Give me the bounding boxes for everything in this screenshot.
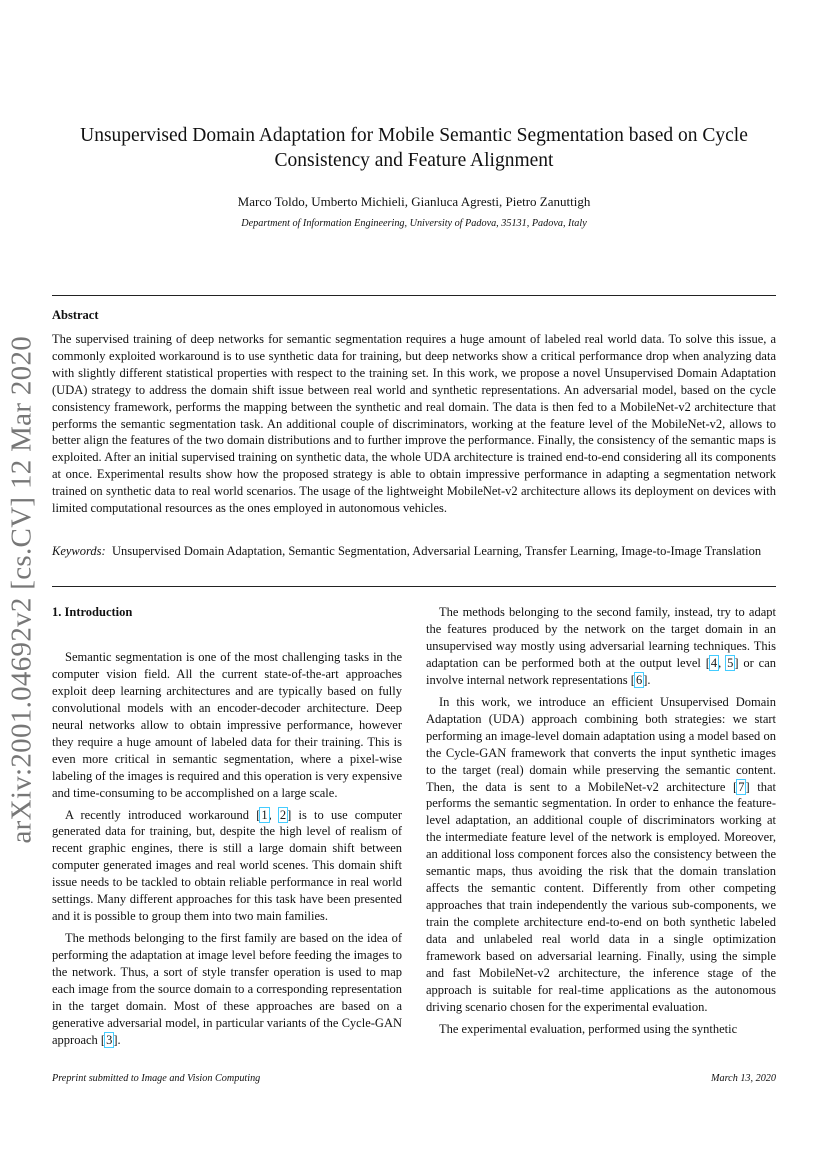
- intro-paragraph-5: [426, 694, 776, 1016]
- section-heading-introduction: 1. Introduction: [52, 605, 133, 619]
- text-run: ,: [268, 807, 279, 822]
- text-run: A recently introduced workaround [: [65, 807, 261, 822]
- paper-title: Unsupervised Domain Adaptation for Mobile Semantic Segmentation based on Cycle Consistency and Feature Alignment: [80, 125, 748, 171]
- text-run: ] or can involve internal network representations [: [426, 655, 777, 687]
- text-run: ,: [718, 655, 727, 670]
- affiliation: Department of Information Engineering, University of Padova, 35131, Padova, Italy: [241, 218, 587, 229]
- arxiv-identifier: arXiv:2001.04692v2 [cs.CV] 12 Mar 2020: [5, 335, 38, 844]
- citation-link-3[interactable]: 3: [106, 1032, 113, 1047]
- text-run: The methods belonging to the second family, instead, try to adapt the features produced by the network on the target domain in an unsupervised way mostly using adversarial learning techniques. This adaptation can be performed both at the output level [: [426, 605, 776, 670]
- keywords-text: Unsupervised Domain Adaptation, Semantic Segmentation, Adversarial Learning, Transfer Learning, Image-to-Image Translation: [111, 544, 762, 558]
- citation-link-6[interactable]: 6: [635, 672, 643, 687]
- text-run: In this work, we introduce an efficient Unsupervised Domain Adaptation (UDA) approach combining both strategies: we start performing an image-level domain adaptation using a model based on the Cycle-GAN framework that converts the input synthetic images to the target (real) domain while preserving the semantic content. Then, the data is sent to a MobileNet-v2 architecture [: [426, 694, 776, 794]
- intro-paragraph-4: [426, 604, 776, 689]
- text-run: The methods belonging to the first family are based on the idea of performing the adaptation at image level before feeding the images to the network. Thus, a sort of style transfer operation is used to map each image from the source domain to a corresponding representation in the target domain. Most of these approaches are based on a generative adversarial model, in particular variants of the Cycle-GAN approach [: [52, 931, 402, 1047]
- keywords-label: Keywords:: [52, 544, 106, 558]
- citation-link-7[interactable]: 7: [738, 779, 745, 794]
- column-left: [52, 604, 402, 1054]
- citation-link-2[interactable]: 2: [279, 807, 287, 822]
- divider-bottom: [52, 586, 776, 587]
- citation-link-4[interactable]: 4: [710, 655, 718, 670]
- abstract-heading: Abstract: [52, 308, 99, 322]
- footer-preprint-note: Preprint submitted to Image and Vision Computing: [52, 1073, 261, 1084]
- intro-paragraph-2: [52, 807, 402, 926]
- intro-paragraph-3: [52, 930, 402, 1049]
- divider-top: [52, 295, 776, 296]
- keywords: [52, 543, 776, 560]
- intro-paragraph-6: The experimental evaluation, performed using the synthetic: [439, 1021, 738, 1036]
- citation-link-1[interactable]: 1: [261, 807, 268, 822]
- text-run: ] is to use computer generated data for training, but, despite the high level of realism of recent graphic engines, there is still a large domain shift between computer generated images and real world scenes. This domain shift issue needs to be tackled to obtain reliable performance in real world settings. Many different approaches for this task have been presented and it is possible to group them into two main families.: [52, 807, 403, 924]
- author-list: Marco Toldo, Umberto Michieli, Gianluca Agresti, Pietro Zanuttigh: [237, 194, 591, 209]
- footer-date: March 13, 2020: [711, 1073, 776, 1084]
- citation-link-5[interactable]: 5: [727, 655, 734, 670]
- text-run: ].: [643, 672, 651, 687]
- intro-paragraph-1: Semantic segmentation is one of the most challenging tasks in the computer vision field. All the current state-of-the-art approaches exploit deep learning architectures and are typically based on fully convolutional models with an encoder-decoder architecture. Deep neural networks allow to obtain impressive performance, however they require a huge amount of labeled data for their training. This is even more critical in semantic segmentation, where a pixel-wise labeling of the images is required and this operation is very expensive and time-consuming to be accomplished on a large scale.: [52, 649, 402, 800]
- text-run: ] that performs the semantic segmentation. In order to enhance the feature-level adaptation, an additional couple of discriminators working at the intermediate feature level of the network is employed. Moreover, an additional loss component forces also the consistency between the semantic maps, thus avoiding the risk that the domain translation affects the semantic content. Differently from other competing approaches that train independently the various sub-components, we train the complete architecture end-to-end on both synthetic labeled data and unlabeled real world data in a single optimization framework based on adversarial learning. Finally, using the simple and fast MobileNet-v2 architecture, the inference stage of the approach is suitable for real-time applications as the autonomous driving scenario chosen for the experimental evaluation.: [426, 779, 776, 1014]
- text-run: ].: [113, 1032, 121, 1047]
- column-right: [426, 604, 776, 1043]
- abstract-text: The supervised training of deep networks for semantic segmentation requires a huge amount of labeled real world data. To solve this issue, a commonly exploited workaround is to use synthetic data for training, but deep networks show a critical performance drop when analyzing data with slightly different statistical properties with respect to the training set. In this work, we propose a novel Unsupervised Domain Adaptation (UDA) strategy to address the domain shift issue between real world and synthetic representations. An adversarial model, based on the cycle consistency framework, performs the mapping between the synthetic and real domain. The data is then fed to a MobileNet-v2 architecture that performs the semantic segmentation task. An additional couple of discriminators, working at the feature level of the MobileNet-v2, allows to better align the features of the two domain distributions and to further improve the performance. Finally, the consistency of the semantic maps is exploited. After an initial supervised training on synthetic data, the whole UDA architecture is trained end-to-end considering all its components at once. Experimental results show how the proposed strategy is able to obtain impressive performance in adapting a segmentation network trained on synthetic data to real world scenarios. The usage of the lightweight MobileNet-v2 architecture allows its deployment on devices with limited computational resources as the ones employed in autonomous vehicles.: [52, 332, 776, 516]
